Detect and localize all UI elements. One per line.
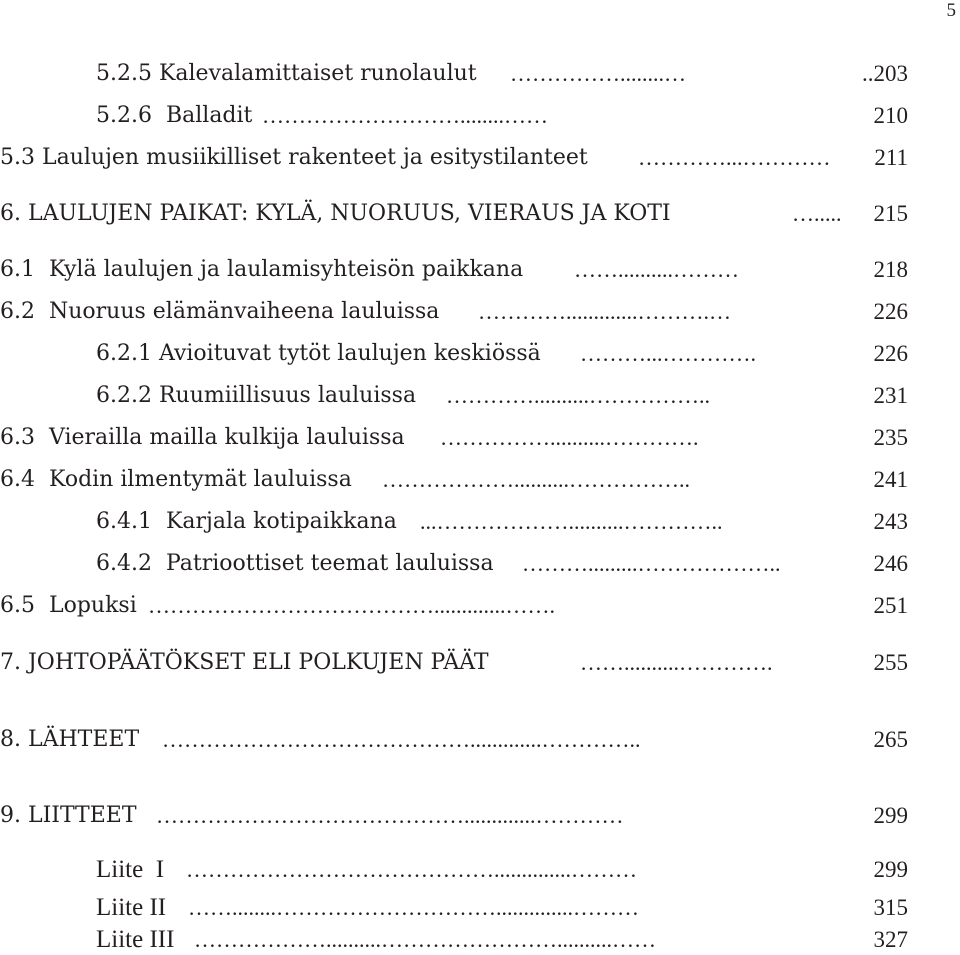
toc-entry-leader: ……………........… (510, 61, 686, 86)
toc-entry-title: Liite I (96, 856, 165, 883)
toc-entry-leader: ……………..........…………. (440, 425, 699, 450)
toc-entry-page: ..203 (862, 61, 908, 86)
toc-entry-page: 255 (873, 650, 908, 675)
toc-entry-title: 6.4.1 Karjala kotipaikkana (96, 509, 397, 534)
toc-entry-6-5 (0, 591, 960, 621)
toc-entry-title: 5.2.6 Balladit (96, 103, 253, 128)
toc-entry-leader: …………...………… (638, 145, 831, 170)
toc-entry-leader: ………...…………. (580, 341, 756, 366)
toc-entry-6-3 (0, 423, 960, 453)
toc-entry-leader: ………….............……….… (478, 299, 731, 324)
toc-entry-title: 9. LIITTEET (0, 803, 137, 828)
toc-entry-page: 231 (873, 383, 908, 408)
toc-entry-6-4-2 (0, 549, 960, 579)
toc-entry-page: 299 (873, 857, 908, 882)
toc-entry-leader: ………………………………….............……. (148, 593, 555, 618)
toc-entry-6-1 (0, 255, 960, 285)
page-number: 5 (946, 0, 956, 21)
toc-entry-leader: …………………………………….............………….. (162, 727, 641, 752)
toc-entry-leader: ……………………………………..............……… (186, 857, 637, 882)
toc-entry-6-2-1 (0, 339, 960, 369)
toc-entry-page: 243 (873, 509, 908, 534)
toc-entry-page: 251 (873, 593, 908, 618)
toc-entry-leader: …..... (792, 201, 847, 226)
toc-entry-liite-ii (0, 893, 960, 923)
toc-entry-7 (0, 648, 960, 678)
toc-entry-title: 6.5 Lopuksi (0, 593, 137, 618)
toc-entry-page: 241 (873, 467, 908, 492)
toc-entry-leader: ………………..........……………………..........…… (194, 927, 656, 952)
toc-entry-6-4-1 (0, 507, 960, 537)
toc-entry-page: 315 (873, 895, 908, 920)
toc-entry-9 (0, 801, 960, 831)
toc-entry-page: 235 (873, 425, 908, 450)
toc-entry-title: 6.2 Nuoruus elämänvaiheena lauluissa (0, 299, 440, 324)
toc-entry-leader: ………………………........…… (262, 103, 548, 128)
toc-entry-title: Liite II (96, 894, 167, 921)
toc-entry-leader: ………………..........…………….. (382, 467, 690, 492)
toc-entry-leader: …………………………………….............………… (156, 803, 624, 828)
toc-entry-leader: ……….........……………….. (522, 551, 781, 576)
toc-entry-leader: ……........…………………………..............……… (188, 895, 639, 920)
toc-entry-leader: …………..........…………….. (446, 383, 710, 408)
toc-entry-page: 327 (873, 927, 908, 952)
toc-entry-title: 6.4.2 Patrioottiset teemat lauluissa (96, 551, 494, 576)
toc-entry-6 (0, 199, 960, 229)
toc-entry-page: 226 (873, 341, 908, 366)
toc-entry-title: 6.1 Kylä laulujen ja laulamisyhteisön paikkana (0, 257, 524, 282)
toc-entry-5-2-5 (0, 59, 960, 89)
toc-entry-title: 6.4 Kodin ilmentymät lauluissa (0, 467, 352, 492)
toc-entry-6-2 (0, 297, 960, 327)
toc-entry-8 (0, 725, 960, 755)
toc-entry-title: 5.2.5 Kalevalamittaiset runolaulut (96, 61, 477, 86)
toc-entry-title: 6.3 Vierailla mailla kulkija lauluissa (0, 425, 405, 450)
toc-entry-title: Liite III (96, 926, 175, 953)
toc-entry-page: 265 (873, 727, 908, 752)
toc-entry-page: 211 (874, 145, 908, 170)
toc-entry-page: 210 (873, 103, 908, 128)
toc-entry-page: 218 (873, 257, 908, 282)
toc-entry-title: 6.2.2 Ruumiillisuus lauluissa (96, 383, 417, 408)
toc-entry-leader: ……..........……… (574, 257, 739, 282)
toc-entry-page: 299 (873, 803, 908, 828)
toc-entry-6-2-2 (0, 381, 960, 411)
toc-entry-page: 215 (873, 201, 908, 226)
toc-entry-page: 226 (873, 299, 908, 324)
toc-entry-title: 5.3 Laulujen musiikilliset rakenteet ja esitystilanteet (0, 145, 588, 170)
toc-entry-6-4 (0, 465, 960, 495)
toc-entry-title: 7. JOHTOPÄÄTÖKSET ELI POLKUJEN PÄÄT (0, 650, 489, 675)
toc-entry-5-2-6 (0, 101, 960, 131)
toc-entry-leader: ...………………..........………….. (420, 509, 723, 534)
toc-entry-liite-i (0, 855, 960, 885)
toc-entry-leader: ……..........…………. (580, 650, 773, 675)
toc-entry-title: 6.2.1 Avioituvat tytöt laulujen keskiössä (96, 341, 541, 366)
toc-entry-title: 6. LAULUJEN PAIKAT: KYLÄ, NUORUUS, VIERAUS JA KOTI (0, 201, 671, 226)
toc-entry-5-3 (0, 143, 960, 173)
toc-entry-page: 246 (873, 551, 908, 576)
toc-entry-title: 8. LÄHTEET (0, 727, 140, 752)
